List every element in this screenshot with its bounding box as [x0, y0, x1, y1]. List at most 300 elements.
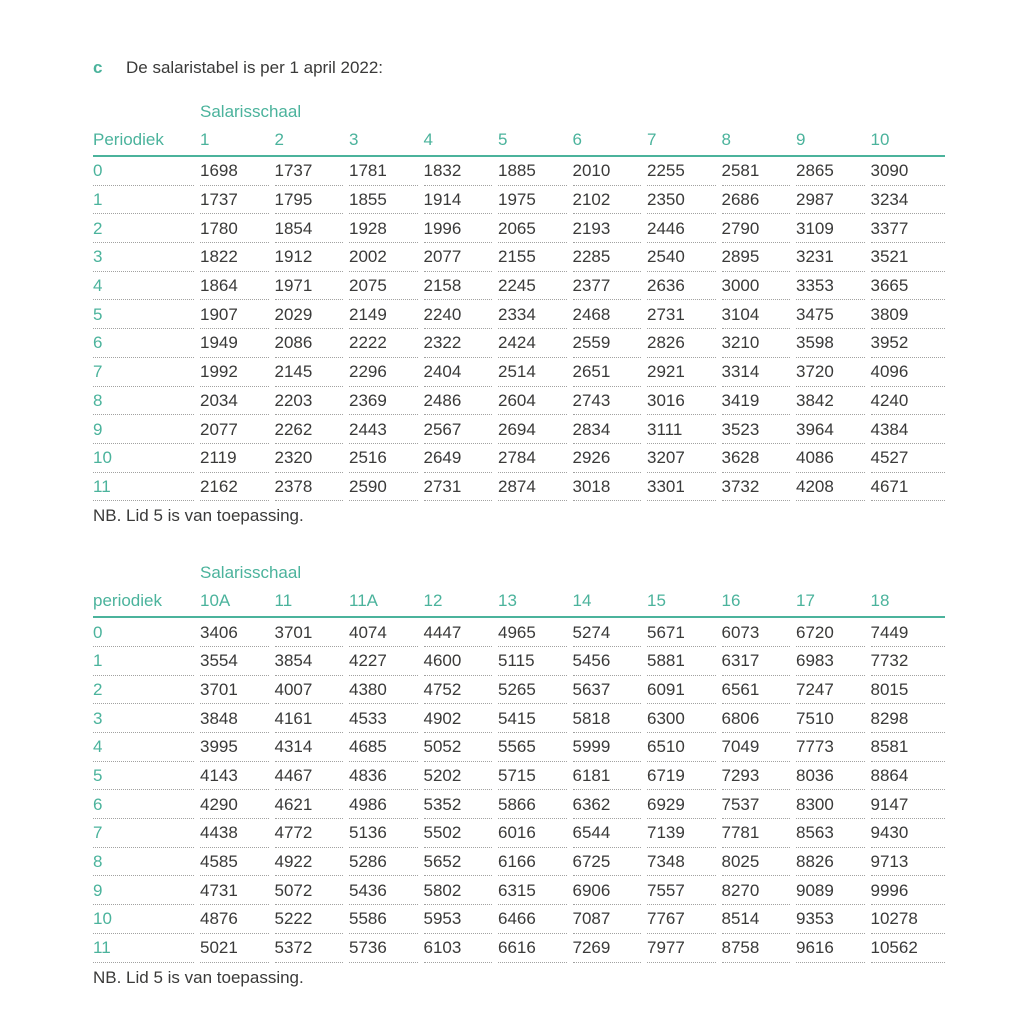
value-cell: 3854 [275, 647, 350, 676]
value-cell: 5286 [349, 848, 424, 877]
value-cell: 2149 [349, 300, 424, 329]
value-cell: 6929 [647, 790, 722, 819]
section-marker: c [93, 58, 103, 77]
value-cell: 3598 [796, 329, 871, 358]
value-cell: 8298 [871, 704, 946, 733]
row-label-cell: 10 [93, 444, 200, 473]
value-cell: 1864 [200, 272, 275, 301]
value-cell: 2320 [275, 444, 350, 473]
value-cell: 1971 [275, 272, 350, 301]
value-cell: 6906 [573, 876, 648, 905]
value-cell: 2486 [424, 387, 499, 416]
row-label-cell: 4 [93, 272, 200, 301]
value-cell: 6983 [796, 647, 871, 676]
value-cell: 6616 [498, 934, 573, 963]
table-row [93, 762, 945, 791]
salary-table-1 [93, 101, 945, 527]
column-header-cell: 16 [722, 591, 797, 618]
value-cell: 2240 [424, 300, 499, 329]
table-row [93, 387, 945, 416]
row-label-cell: 3 [93, 243, 200, 272]
value-cell: 2002 [349, 243, 424, 272]
column-header-cell: 18 [871, 591, 946, 618]
value-cell: 6725 [573, 848, 648, 877]
value-cell: 2895 [722, 243, 797, 272]
value-cell: 2649 [424, 444, 499, 473]
value-cell: 9353 [796, 905, 871, 934]
value-cell: 4007 [275, 676, 350, 705]
row-label-cell: 11 [93, 473, 200, 502]
value-cell: 3018 [573, 473, 648, 502]
value-cell: 2077 [424, 243, 499, 272]
value-cell: 3475 [796, 300, 871, 329]
value-cell: 5415 [498, 704, 573, 733]
value-cell: 9430 [871, 819, 946, 848]
value-cell: 3995 [200, 733, 275, 762]
table-row [93, 186, 945, 215]
value-cell: 1795 [275, 186, 350, 215]
value-cell: 8563 [796, 819, 871, 848]
value-cell: 7767 [647, 905, 722, 934]
value-cell: 5671 [647, 618, 722, 647]
value-cell: 2540 [647, 243, 722, 272]
value-cell: 2636 [647, 272, 722, 301]
value-cell: 3628 [722, 444, 797, 473]
value-cell: 2987 [796, 186, 871, 215]
table-group-header: Salarisschaal [200, 563, 302, 583]
value-cell: 3406 [200, 618, 275, 647]
column-header-cell: 15 [647, 591, 722, 618]
row-label-cell: 7 [93, 819, 200, 848]
value-cell: 7293 [722, 762, 797, 791]
value-cell: 3842 [796, 387, 871, 416]
value-cell: 1822 [200, 243, 275, 272]
value-cell: 3377 [871, 214, 946, 243]
value-cell: 2334 [498, 300, 573, 329]
value-cell: 5652 [424, 848, 499, 877]
row-label-cell: 9 [93, 876, 200, 905]
value-cell: 2443 [349, 415, 424, 444]
table-row [93, 358, 945, 387]
value-cell: 5021 [200, 934, 275, 963]
value-cell: 4902 [424, 704, 499, 733]
row-label-cell: 0 [93, 618, 200, 647]
value-cell: 4227 [349, 647, 424, 676]
row-label-cell: 7 [93, 358, 200, 387]
value-cell: 4314 [275, 733, 350, 762]
value-cell: 1855 [349, 186, 424, 215]
column-header-cell: 1 [200, 130, 275, 157]
value-cell: 2102 [573, 186, 648, 215]
row-label-cell: 11 [93, 934, 200, 963]
row-header-cell: Periodiek [93, 130, 200, 157]
value-cell: 5372 [275, 934, 350, 963]
value-cell: 2378 [275, 473, 350, 502]
value-cell: 4384 [871, 415, 946, 444]
value-cell: 7247 [796, 676, 871, 705]
value-cell: 2559 [573, 329, 648, 358]
row-label-cell: 8 [93, 387, 200, 416]
value-cell: 1914 [424, 186, 499, 215]
value-cell: 3210 [722, 329, 797, 358]
table-footnote: NB. Lid 5 is van toepassing. [93, 506, 304, 526]
row-label-cell: 1 [93, 647, 200, 676]
value-cell: 1949 [200, 329, 275, 358]
value-cell: 2296 [349, 358, 424, 387]
value-cell: 3301 [647, 473, 722, 502]
value-cell: 2686 [722, 186, 797, 215]
value-cell: 6300 [647, 704, 722, 733]
value-cell: 4533 [349, 704, 424, 733]
table-row [93, 415, 945, 444]
value-cell: 3231 [796, 243, 871, 272]
table-row [93, 704, 945, 733]
value-cell: 4240 [871, 387, 946, 416]
value-cell: 2921 [647, 358, 722, 387]
value-cell: 4438 [200, 819, 275, 848]
value-cell: 4290 [200, 790, 275, 819]
salary-table-2 [93, 562, 945, 988]
value-cell: 3104 [722, 300, 797, 329]
row-label-cell: 8 [93, 848, 200, 877]
value-cell: 6720 [796, 618, 871, 647]
value-cell: 4621 [275, 790, 350, 819]
table-row [93, 329, 945, 358]
value-cell: 2446 [647, 214, 722, 243]
value-cell: 2203 [275, 387, 350, 416]
table-row [93, 819, 945, 848]
value-cell: 5456 [573, 647, 648, 676]
value-cell: 2694 [498, 415, 573, 444]
value-cell: 4447 [424, 618, 499, 647]
column-header-cell: 17 [796, 591, 871, 618]
value-cell: 8514 [722, 905, 797, 934]
value-cell: 3554 [200, 647, 275, 676]
value-cell: 1928 [349, 214, 424, 243]
table-row [93, 300, 945, 329]
table-footnote: NB. Lid 5 is van toepassing. [93, 967, 304, 987]
value-cell: 2010 [573, 157, 648, 186]
value-cell: 2731 [647, 300, 722, 329]
value-cell: 2377 [573, 272, 648, 301]
value-cell: 8036 [796, 762, 871, 791]
value-cell: 7049 [722, 733, 797, 762]
value-cell: 5637 [573, 676, 648, 705]
section-heading-text: De salaristabel is per 1 april 2022: [126, 58, 384, 77]
value-cell: 4685 [349, 733, 424, 762]
value-cell: 4876 [200, 905, 275, 934]
value-cell: 4380 [349, 676, 424, 705]
value-cell: 2285 [573, 243, 648, 272]
value-cell: 1907 [200, 300, 275, 329]
table-row [93, 214, 945, 243]
value-cell: 6510 [647, 733, 722, 762]
value-cell: 4752 [424, 676, 499, 705]
value-cell: 4986 [349, 790, 424, 819]
value-cell: 4922 [275, 848, 350, 877]
value-cell: 3848 [200, 704, 275, 733]
value-cell: 5222 [275, 905, 350, 934]
value-cell: 4086 [796, 444, 871, 473]
value-cell: 5052 [424, 733, 499, 762]
value-cell: 4772 [275, 819, 350, 848]
value-cell: 4585 [200, 848, 275, 877]
value-cell: 2322 [424, 329, 499, 358]
value-cell: 5818 [573, 704, 648, 733]
value-cell: 5866 [498, 790, 573, 819]
value-cell: 5502 [424, 819, 499, 848]
value-cell: 5265 [498, 676, 573, 705]
value-cell: 2784 [498, 444, 573, 473]
row-label-cell: 5 [93, 762, 200, 791]
value-cell: 7269 [573, 934, 648, 963]
value-cell: 2731 [424, 473, 499, 502]
value-cell: 2065 [498, 214, 573, 243]
value-cell: 3964 [796, 415, 871, 444]
value-cell: 4096 [871, 358, 946, 387]
value-cell: 2145 [275, 358, 350, 387]
table-group-header: Salarisschaal [200, 102, 302, 121]
value-cell: 9616 [796, 934, 871, 963]
row-label-cell: 0 [93, 157, 200, 186]
table-row [93, 647, 945, 676]
value-cell: 5352 [424, 790, 499, 819]
value-cell: 2926 [573, 444, 648, 473]
value-cell: 3523 [722, 415, 797, 444]
value-cell: 7773 [796, 733, 871, 762]
value-cell: 1912 [275, 243, 350, 272]
value-cell: 2874 [498, 473, 573, 502]
column-header-cell: 11A [349, 591, 424, 618]
row-label-cell: 2 [93, 214, 200, 243]
value-cell: 1975 [498, 186, 573, 215]
row-label-cell: 2 [93, 676, 200, 705]
row-label-cell: 10 [93, 905, 200, 934]
value-cell: 6719 [647, 762, 722, 791]
value-cell: 5565 [498, 733, 573, 762]
value-cell: 2350 [647, 186, 722, 215]
value-cell: 7977 [647, 934, 722, 963]
value-cell: 2404 [424, 358, 499, 387]
value-cell: 3090 [871, 157, 946, 186]
column-header-cell: 2 [275, 130, 350, 157]
value-cell: 1698 [200, 157, 275, 186]
value-cell: 2255 [647, 157, 722, 186]
value-cell: 1781 [349, 157, 424, 186]
value-cell: 6806 [722, 704, 797, 733]
value-cell: 3111 [647, 415, 722, 444]
value-cell: 7449 [871, 618, 946, 647]
value-cell: 1854 [275, 214, 350, 243]
row-label-cell: 1 [93, 186, 200, 215]
value-cell: 8758 [722, 934, 797, 963]
column-header-cell: 6 [573, 130, 648, 157]
column-header-cell: 4 [424, 130, 499, 157]
value-cell: 2155 [498, 243, 573, 272]
value-cell: 5736 [349, 934, 424, 963]
value-cell: 2468 [573, 300, 648, 329]
value-cell: 4527 [871, 444, 946, 473]
table-row [93, 733, 945, 762]
value-cell: 7139 [647, 819, 722, 848]
value-cell: 2245 [498, 272, 573, 301]
value-cell: 5136 [349, 819, 424, 848]
value-cell: 2262 [275, 415, 350, 444]
value-cell: 3314 [722, 358, 797, 387]
column-header-cell: 13 [498, 591, 573, 618]
table-row [93, 790, 945, 819]
value-cell: 6016 [498, 819, 573, 848]
value-cell: 7510 [796, 704, 871, 733]
value-cell: 2086 [275, 329, 350, 358]
row-header-cell: periodiek [93, 591, 200, 618]
value-cell: 8270 [722, 876, 797, 905]
table-row [93, 473, 945, 502]
column-header-cell: 10 [871, 130, 946, 157]
value-cell: 2029 [275, 300, 350, 329]
value-cell: 1780 [200, 214, 275, 243]
value-cell: 8015 [871, 676, 946, 705]
value-cell: 3016 [647, 387, 722, 416]
value-cell: 5202 [424, 762, 499, 791]
value-cell: 8826 [796, 848, 871, 877]
value-cell: 8581 [871, 733, 946, 762]
value-cell: 4467 [275, 762, 350, 791]
value-cell: 6091 [647, 676, 722, 705]
value-cell: 7557 [647, 876, 722, 905]
value-cell: 5953 [424, 905, 499, 934]
value-cell: 6181 [573, 762, 648, 791]
column-header-cell: 9 [796, 130, 871, 157]
value-cell: 4074 [349, 618, 424, 647]
value-cell: 2119 [200, 444, 275, 473]
value-cell: 4161 [275, 704, 350, 733]
value-cell: 4671 [871, 473, 946, 502]
value-cell: 2581 [722, 157, 797, 186]
table-row [93, 157, 945, 186]
value-cell: 2369 [349, 387, 424, 416]
value-cell: 3720 [796, 358, 871, 387]
value-cell: 3521 [871, 243, 946, 272]
table-header-row [93, 130, 945, 157]
column-header-cell: 14 [573, 591, 648, 618]
value-cell: 2604 [498, 387, 573, 416]
value-cell: 6544 [573, 819, 648, 848]
value-cell: 9147 [871, 790, 946, 819]
value-cell: 1832 [424, 157, 499, 186]
row-label-cell: 5 [93, 300, 200, 329]
table-header-row [93, 591, 945, 618]
value-cell: 6166 [498, 848, 573, 877]
value-cell: 2865 [796, 157, 871, 186]
value-cell: 2077 [200, 415, 275, 444]
value-cell: 2790 [722, 214, 797, 243]
salary-grid-2 [93, 591, 945, 962]
value-cell: 9713 [871, 848, 946, 877]
value-cell: 5072 [275, 876, 350, 905]
table-row [93, 905, 945, 934]
value-cell: 7732 [871, 647, 946, 676]
value-cell: 4965 [498, 618, 573, 647]
value-cell: 5715 [498, 762, 573, 791]
value-cell: 10278 [871, 905, 946, 934]
table-row [93, 848, 945, 877]
table-row [93, 444, 945, 473]
value-cell: 3809 [871, 300, 946, 329]
value-cell: 7781 [722, 819, 797, 848]
value-cell: 2567 [424, 415, 499, 444]
value-cell: 7087 [573, 905, 648, 934]
value-cell: 5586 [349, 905, 424, 934]
value-cell: 4208 [796, 473, 871, 502]
value-cell: 10562 [871, 934, 946, 963]
value-cell: 1885 [498, 157, 573, 186]
value-cell: 3234 [871, 186, 946, 215]
column-header-cell: 10A [200, 591, 275, 618]
value-cell: 2162 [200, 473, 275, 502]
value-cell: 7537 [722, 790, 797, 819]
value-cell: 9089 [796, 876, 871, 905]
value-cell: 1737 [200, 186, 275, 215]
value-cell: 7348 [647, 848, 722, 877]
value-cell: 2590 [349, 473, 424, 502]
value-cell: 2651 [573, 358, 648, 387]
value-cell: 2743 [573, 387, 648, 416]
value-cell: 4731 [200, 876, 275, 905]
value-cell: 4836 [349, 762, 424, 791]
value-cell: 4143 [200, 762, 275, 791]
column-header-cell: 12 [424, 591, 499, 618]
row-label-cell: 9 [93, 415, 200, 444]
value-cell: 2222 [349, 329, 424, 358]
value-cell: 2075 [349, 272, 424, 301]
value-cell: 2158 [424, 272, 499, 301]
value-cell: 6103 [424, 934, 499, 963]
column-header-cell: 11 [275, 591, 350, 618]
value-cell: 1996 [424, 214, 499, 243]
value-cell: 3419 [722, 387, 797, 416]
value-cell: 6315 [498, 876, 573, 905]
column-header-cell: 8 [722, 130, 797, 157]
column-header-cell: 7 [647, 130, 722, 157]
value-cell: 3732 [722, 473, 797, 502]
value-cell: 3701 [200, 676, 275, 705]
value-cell: 1737 [275, 157, 350, 186]
table-row [93, 272, 945, 301]
value-cell: 3207 [647, 444, 722, 473]
value-cell: 2514 [498, 358, 573, 387]
value-cell: 6466 [498, 905, 573, 934]
value-cell: 6561 [722, 676, 797, 705]
table-row [93, 934, 945, 963]
value-cell: 6073 [722, 618, 797, 647]
value-cell: 1992 [200, 358, 275, 387]
row-label-cell: 6 [93, 329, 200, 358]
column-header-cell: 5 [498, 130, 573, 157]
value-cell: 5436 [349, 876, 424, 905]
table-row [93, 676, 945, 705]
value-cell: 2424 [498, 329, 573, 358]
value-cell: 6362 [573, 790, 648, 819]
column-header-cell: 3 [349, 130, 424, 157]
value-cell: 5274 [573, 618, 648, 647]
value-cell: 8025 [722, 848, 797, 877]
row-label-cell: 3 [93, 704, 200, 733]
value-cell: 2516 [349, 444, 424, 473]
salary-grid-1 [93, 130, 945, 501]
value-cell: 3701 [275, 618, 350, 647]
value-cell: 8864 [871, 762, 946, 791]
